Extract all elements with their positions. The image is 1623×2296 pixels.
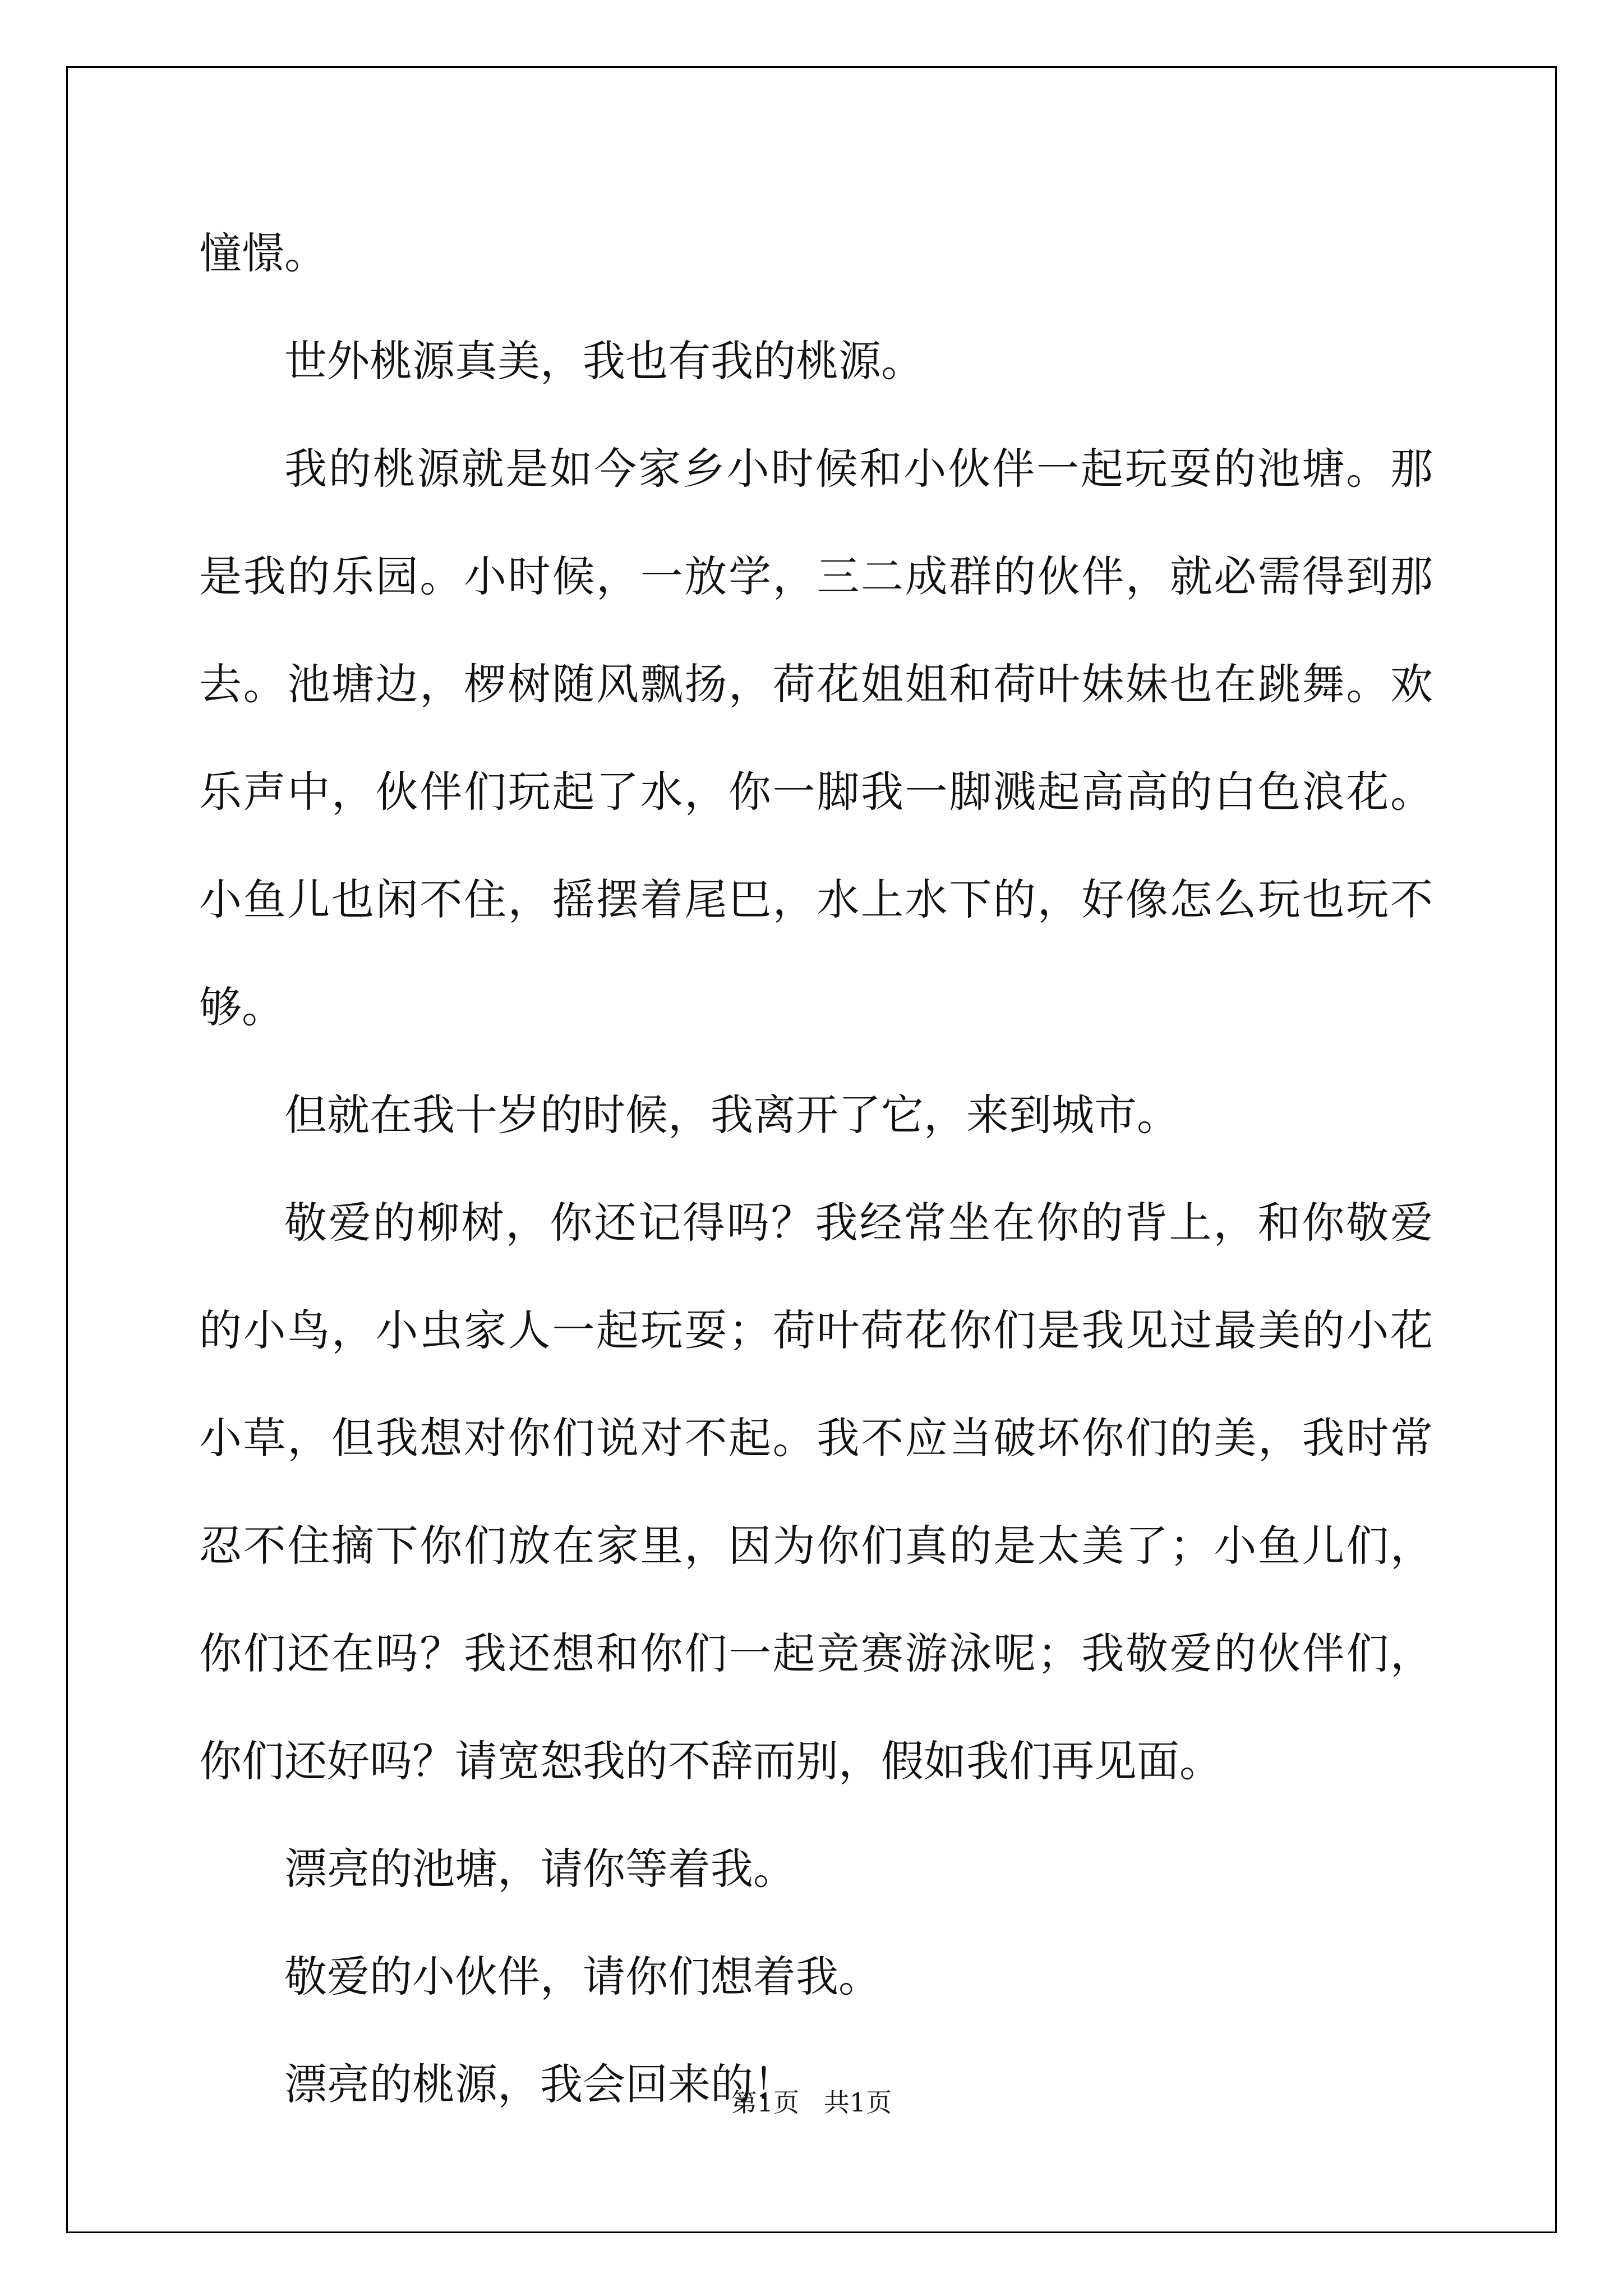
document-body bbox=[199, 200, 1433, 2138]
paragraph-6: 漂亮的池塘，请你等着我。 bbox=[284, 1844, 796, 1894]
paragraph-1: 憧憬。 bbox=[199, 228, 327, 278]
paragraph-7: 敬爱的小伙伴，请你们想着我。 bbox=[284, 1952, 881, 2001]
paragraph-4: 但就在我十岁的时候，我离开了它，来到城市。 bbox=[284, 1090, 1179, 1140]
paragraph-8: 漂亮的桃源，我会回来的！ bbox=[284, 2059, 796, 2109]
paragraph-3: 我的桃源就是如今家乡小时候和小伙伴一起玩耍的池塘。那是我的乐园。小时候，一放学，三二成群的伙伴，就必需得到那去。池塘边，椤树随风飘扬，荷花姐姐和荷叶妹妹也在跳舞。欢乐声中，伙伴们玩起了水，你一脚我一脚溅起高高的白色浪花。小鱼儿也闲不住，摇摆着尾巴，水上水下的，好像怎么玩也玩不够。 bbox=[199, 444, 1433, 1032]
page-footer: 第1页 共1页 bbox=[731, 2087, 892, 2118]
paragraph-2: 世外桃源真美，我也有我的桃源。 bbox=[284, 336, 924, 386]
paragraph-5: 敬爱的柳树，你还记得吗？我经常坐在你的背上，和你敬爱的小鸟，小虫家人一起玩耍；荷叶荷花你们是我见过最美的小花小草，但我想对你们说对不起。我不应当破坏你们的美，我时常忍不住摘下你们放在家里，因为你们真的是太美了；小鱼儿们，你们还在吗？我还想和你们一起竞赛游泳呢；我敬爱的伙伴们，你们还好吗？请宽恕我的不辞而别，假如我们再见面。 bbox=[199, 1198, 1433, 1786]
